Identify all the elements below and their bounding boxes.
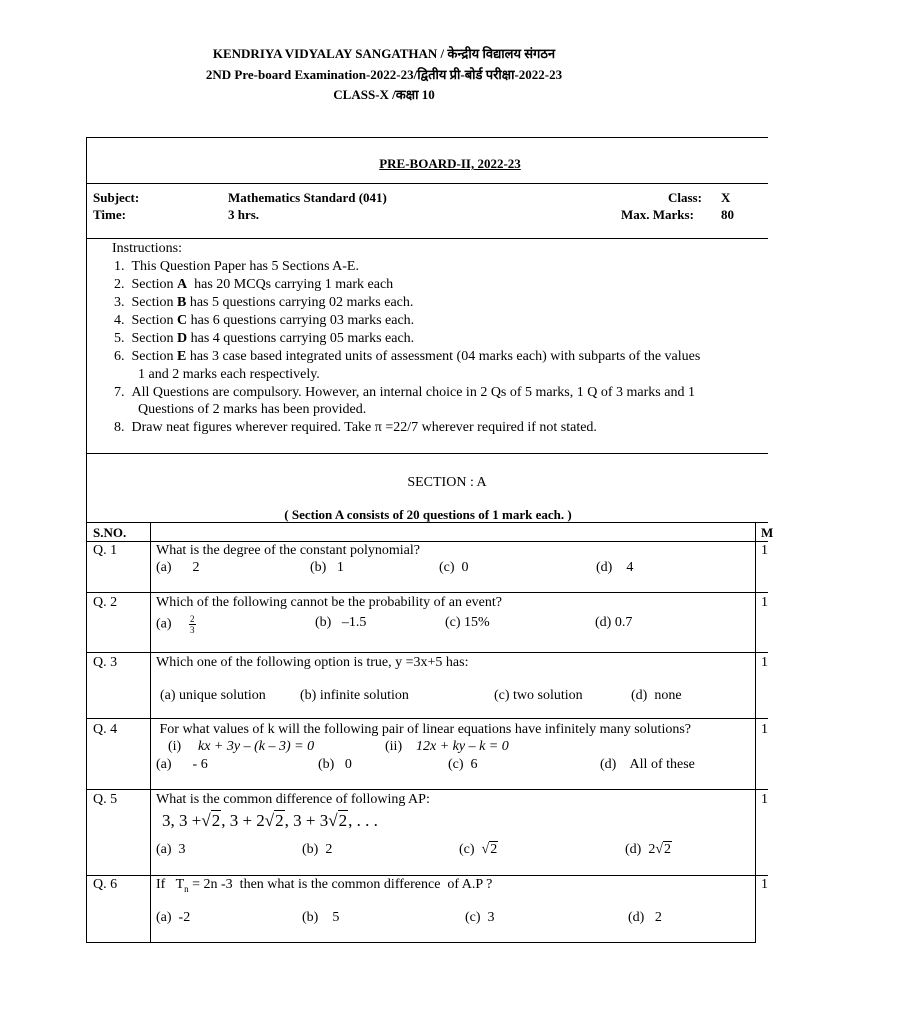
table-header-line	[86, 541, 768, 542]
option-c: (c) 0	[439, 560, 469, 575]
equation: kx + 3y – (k – 3) = 0	[198, 739, 315, 754]
option-b: (b) 5	[302, 910, 340, 925]
option-d: (d) 2	[628, 910, 662, 925]
instruction-item: 3. Section B has 5 questions carrying 02 marks each.	[114, 295, 414, 310]
col-divider	[150, 522, 151, 943]
col-header-marks: M	[761, 525, 774, 540]
question-marks: 1	[761, 595, 768, 610]
question-number: Q. 2	[93, 595, 118, 610]
row-divider	[86, 652, 768, 653]
ap-sequence: 3, 3 +√2, 3 + 2√2, 3 + 3√2, . . .	[162, 811, 378, 830]
max-marks-label: Max. Marks:	[621, 207, 694, 222]
class-label: Class:	[668, 190, 702, 205]
frame-top-line	[86, 137, 768, 138]
question-marks: 1	[761, 792, 768, 807]
class-heading: CLASS-X /कक्षा 10	[333, 87, 435, 102]
meta-divider	[86, 238, 768, 239]
row-divider	[86, 592, 768, 593]
instruction-item: 7. All Questions are compulsory. However, an internal choice in 2 Qs of 5 marks, 1 Q of 3 marks and 1	[114, 385, 695, 400]
row-divider	[86, 718, 768, 719]
option-a: (a) $\frac{2}{3}$	[156, 614, 195, 635]
subject-value: Mathematics Standard (041)	[228, 190, 387, 205]
option-b: (b) 1	[310, 560, 344, 575]
equation-label: (i)	[168, 739, 182, 754]
instruction-item: 4. Section C has 6 questions carrying 03 marks each.	[114, 313, 415, 328]
school-name: KENDRIYA VIDYALAY SANGATHAN / केन्द्रीय विद्यालय संगठन	[212, 46, 556, 61]
radical: √2	[264, 811, 284, 830]
question-number: Q. 6	[93, 877, 118, 892]
time-value: 3 hrs.	[228, 207, 260, 222]
time-label: Time:	[93, 207, 126, 222]
option-b: (b) infinite solution	[300, 688, 409, 703]
option-c: (c) two solution	[494, 688, 583, 703]
table-bottom-line	[86, 942, 756, 943]
col-header-sno: S.NO.	[93, 525, 127, 540]
exam-name: 2ND Pre-board Examination-2022-23/द्वितीय प्री-बोर्ड परीक्षा-2022-23	[205, 67, 563, 82]
question-number: Q. 4	[93, 722, 118, 737]
class-value: X	[721, 190, 731, 205]
equation: 12x + ky – k = 0	[416, 739, 509, 754]
question-text: Which of the following cannot be the probability of an event?	[156, 595, 503, 610]
col-divider	[755, 522, 756, 943]
option-b: (b) –1.5	[315, 615, 367, 630]
option-c: (c) 3	[465, 910, 495, 925]
instruction-item: 6. Section E has 3 case based integrated units of assessment (04 marks each) with subparts of the values	[114, 349, 701, 364]
paper-title: PRE-BOARD-II, 2022-23	[379, 156, 521, 171]
instruction-item: 8. Draw neat figures wherever required. Take π =22/7 wherever required if not stated.	[114, 420, 597, 435]
question-text: What is the common difference of following AP:	[156, 792, 430, 807]
option-b: (b) 2	[302, 842, 333, 857]
option-c: (c) 15%	[445, 615, 490, 630]
section-title: SECTION : A	[407, 475, 487, 490]
question-text: Which one of the following option is true, y =3x+5 has:	[156, 655, 469, 670]
instructions-divider	[86, 453, 768, 454]
question-marks: 1	[761, 543, 768, 558]
instruction-item: 1. This Question Paper has 5 Sections A-E.	[114, 259, 359, 274]
option-c: (c) 6	[448, 757, 478, 772]
table-top-line	[86, 522, 768, 523]
section-subtitle: ( Section A consists of 20 questions of 1 mark each. )	[284, 507, 572, 522]
question-number: Q. 1	[93, 543, 118, 558]
row-divider	[86, 875, 768, 876]
option-d: (d) 2√2	[625, 842, 672, 857]
option-d: (d) 4	[596, 560, 634, 575]
option-a: (a) unique solution	[160, 688, 266, 703]
instructions-heading: Instructions:	[112, 241, 182, 256]
question-text: For what values of k will the following pair of linear equations have infinitely many solutions?	[156, 722, 692, 737]
frame-left-line	[86, 137, 87, 943]
question-number: Q. 5	[93, 792, 118, 807]
instruction-item-continuation: 1 and 2 marks each respectively.	[138, 367, 320, 382]
radical: √2	[481, 842, 498, 857]
option-a: (a) - 6	[156, 757, 208, 772]
subject-label: Subject:	[93, 190, 140, 205]
option-d: (d) none	[631, 688, 682, 703]
radical: √2	[201, 811, 221, 830]
fraction: $\frac{2}{3}$	[190, 614, 195, 635]
question-marks: 1	[761, 722, 768, 737]
option-b: (b) 0	[318, 757, 352, 772]
question-text: If $T_n = 2n$ -3 then what is the common difference of A.P ?	[156, 877, 493, 894]
question-number: Q. 3	[93, 655, 118, 670]
radical: √2	[328, 811, 348, 830]
equation-label: (ii)	[385, 739, 403, 754]
option-a: (a) -2	[156, 910, 191, 925]
instruction-item: 5. Section D has 4 questions carrying 05 marks each.	[114, 331, 415, 346]
instruction-item-continuation: Questions of 2 marks has been provided.	[138, 402, 367, 417]
instruction-item: 2. Section A has 20 MCQs carrying 1 mark each	[114, 277, 394, 292]
option-d: (d) 0.7	[595, 615, 633, 630]
option-d: (d) All of these	[600, 757, 695, 772]
option-c: (c) √2	[459, 842, 498, 857]
max-marks-value: 80	[721, 207, 734, 222]
option-a: (a) 3	[156, 842, 186, 857]
row-divider	[86, 789, 768, 790]
question-marks: 1	[761, 877, 768, 892]
question-marks: 1	[761, 655, 768, 670]
radical: √2	[655, 842, 672, 857]
title-divider	[86, 183, 768, 184]
question-text: What is the degree of the constant polynomial?	[156, 543, 420, 558]
option-a: (a) 2	[156, 560, 200, 575]
